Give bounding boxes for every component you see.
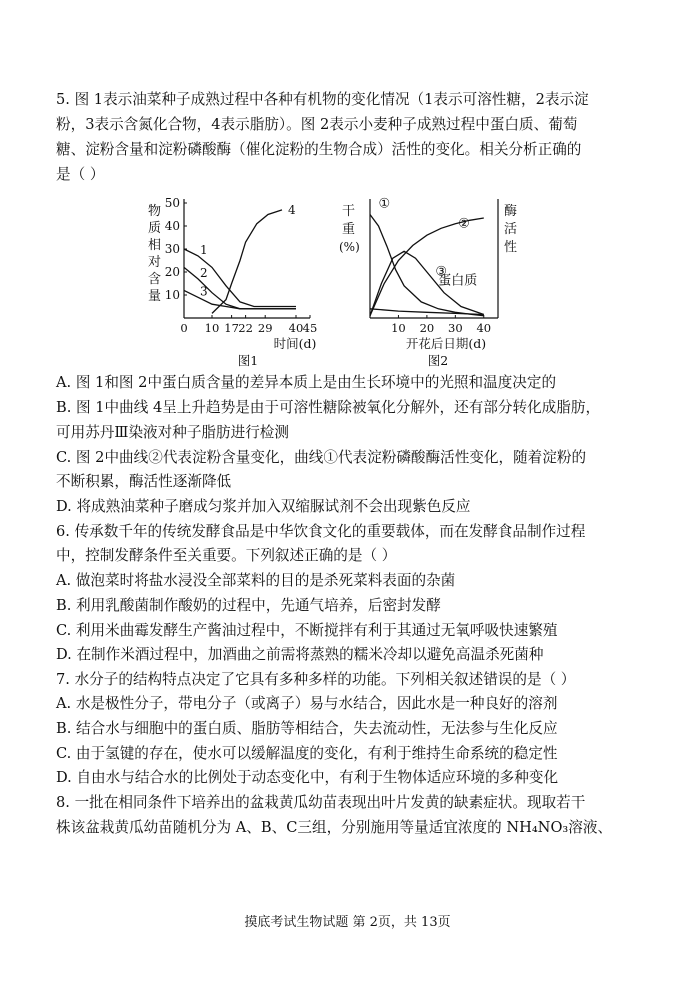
question-5-stem-line-3: 糖、淀粉含量和淀粉磷酸酶（催化淀粉的生物合成）活性的变化。相关分析正确的 [56, 141, 582, 158]
fig1-ylabel-char: 相 [148, 238, 162, 253]
question-5-stem-line-4: 是（ ） [56, 166, 105, 183]
fig1-x-tick-label: 0 [180, 321, 188, 335]
question-5-option-c: C. 图 2中曲线②代表淀粉含量变化，曲线①代表淀粉磷酸酶活性变化，随着淀粉的 [56, 449, 587, 466]
question-7-option-a: A. 水是极性分子，带电分子（或离子）易与水结合，因此水是一种良好的溶剂 [56, 695, 558, 712]
figure-1-chart [140, 193, 330, 371]
question-5-stem-line-1: 5. 图 1表示油菜种子成熟过程中各种有机物的变化情况（1表示可溶性糖，2表示淀 [56, 91, 589, 108]
fig2-series-line [370, 218, 484, 316]
fig1-title: 图1 [237, 353, 259, 368]
question-8-stem-line-2: 株该盆栽黄瓜幼苗随机分为 A、B、C三组，分别施用等量适宜浓度的 NH₄NO₃溶液、 [56, 819, 613, 836]
fig2-series-label: 蛋白质 [438, 273, 478, 289]
fig2-ylabel-part: (%) [339, 240, 360, 254]
figure-2 [338, 193, 528, 375]
fig2-x-tick-label: 40 [476, 321, 492, 335]
fig2-y2label-char: 酶 [504, 204, 518, 219]
question-6-stem-line-2: 中，控制发酵条件至关重要。下列叙述正确的是（ ） [56, 547, 397, 564]
fig1-x-tick-label: 45 [302, 321, 318, 335]
fig2-y2label-char: 活 [504, 222, 518, 237]
fig2-x-tick-label: 20 [419, 321, 435, 335]
question-6-option-a: A. 做泡菜时将盐水浸没全部菜料的目的是杀死菜料表面的杂菌 [56, 572, 456, 589]
fig1-series-label: 2 [200, 265, 208, 280]
question-6-option-c: C. 利用米曲霉发酵生产酱油过程中，不断搅拌有利于其通过无氧呼吸快速繁殖 [56, 622, 558, 639]
fig2-x-tick-label: 30 [448, 321, 463, 335]
question-7-option-c: C. 由于氢键的存在，使水可以缓解温度的变化，有利于维持生命系统的稳定性 [56, 745, 558, 762]
fig1-y-tick-label: 20 [164, 265, 180, 279]
fig1-ylabel-char: 质 [148, 221, 162, 236]
fig1-series-label: 4 [288, 202, 296, 217]
question-6-option-b: B. 利用乳酸菌制作酸奶的过程中，先通气培养，后密封发酵 [56, 597, 441, 614]
question-7-option-d: D. 自由水与结合水的比例处于动态变化中，有利于生物体适应环境的多种变化 [56, 769, 559, 786]
fig2-series-label: ③ [435, 264, 448, 280]
fig1-x-tick-label: 29 [257, 321, 273, 335]
figure-2-chart [338, 193, 528, 371]
fig2-series-line [370, 309, 484, 315]
question-5-option-c-cont: 不断积累，酶活性逐渐降低 [56, 473, 232, 490]
fig1-y-tick-label: 10 [164, 288, 180, 302]
page-footer: 摸底考试生物试题 第 2页，共 13页 [244, 915, 451, 930]
question-7-option-b: B. 结合水与细胞中的蛋白质、脂肪等相结合，失去流动性，无法参与生化反应 [56, 720, 558, 737]
fig2-ylabel-part: 重 [342, 222, 356, 237]
fig2-title: 图2 [427, 353, 449, 368]
fig1-y-tick-label: 30 [164, 242, 180, 256]
fig1-xlabel: 时间(d) [273, 336, 317, 351]
question-6-option-d: D. 在制作米酒过程中，加酒曲之前需将蒸熟的糯米冷却以避免高温杀死菌种 [56, 646, 544, 663]
fig1-series-line [212, 210, 282, 314]
fig1-ylabel-char: 对 [148, 255, 162, 270]
fig1-x-tick-label: 22 [238, 321, 253, 335]
fig2-ylabel-part: 干 [342, 204, 356, 219]
question-8-stem-line-1: 8. 一批在相同条件下培养出的盆栽黄瓜幼苗表现出叶片发黄的缺素症状。现取若干 [56, 794, 586, 811]
fig1-y-tick-label: 50 [164, 196, 180, 210]
fig1-x-tick-label: 17 [224, 321, 239, 335]
fig1-x-tick-label: 10 [204, 321, 220, 335]
figure-1 [140, 193, 330, 375]
fig1-x-tick-label: 40 [288, 321, 304, 335]
fig1-ylabel-char: 量 [148, 289, 162, 304]
question-5-option-a: A. 图 1和图 2中蛋白质含量的差异本质上是由生长环境中的光照和温度决定的 [56, 374, 557, 391]
question-6-stem-line-1: 6. 传承数千年的传统发酵食品是中华饮食文化的重要载体，而在发酵食品制作过程 [56, 523, 586, 540]
fig2-y2label-char: 性 [504, 240, 518, 255]
fig1-series-label: 3 [200, 284, 208, 299]
fig1-ylabel-char: 物 [148, 204, 162, 219]
fig1-y-tick-label: 40 [164, 219, 180, 233]
fig2-series-label: ① [378, 196, 391, 212]
question-5-option-b-cont: 可用苏丹Ⅲ染液对种子脂肪进行检测 [56, 424, 289, 441]
question-5-stem-line-2: 粉，3表示含氮化合物，4表示脂肪）。图 2表示小麦种子成熟过程中蛋白质、葡萄 [56, 116, 578, 133]
fig1-ylabel-char: 含 [148, 272, 162, 287]
fig2-x-tick-label: 10 [391, 321, 406, 335]
fig1-series-label: 1 [200, 242, 208, 257]
question-7-stem: 7. 水分子的结构特点决定了它具有多种多样的功能。下列相关叙述错误的是（ ） [56, 671, 576, 688]
question-5-option-d: D. 将成熟油菜种子磨成匀浆并加入双缩脲试剂不会出现紫色反应 [56, 498, 471, 515]
fig2-xlabel: 开花后日期(d) [405, 336, 487, 351]
fig2-series-label: ② [458, 216, 470, 232]
question-5-option-b: B. 图 1中曲线 4呈上升趋势是由于可溶性糖除被氧化分解外，还有部分转化成脂肪， [56, 399, 601, 416]
